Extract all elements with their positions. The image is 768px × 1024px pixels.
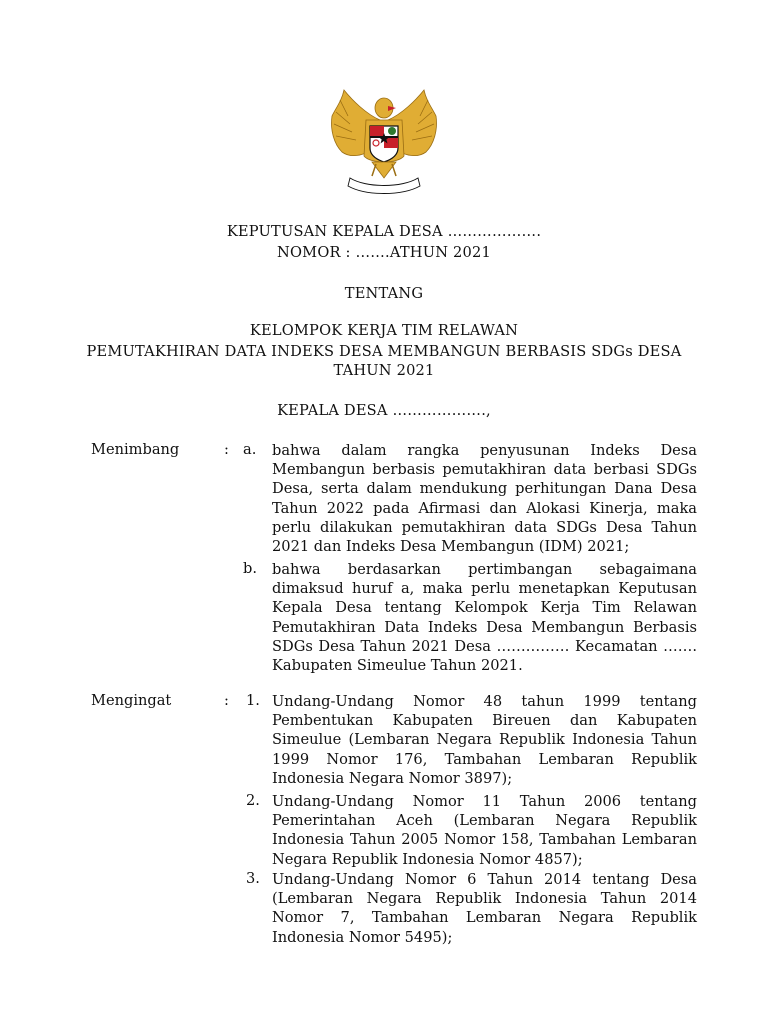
about-heading: TENTANG bbox=[344, 285, 424, 302]
mengingat-item-text: Undang-Undang Nomor 6 Tahun 2014 tentang Desa (Lembaran Negara Republik Indonesia Tahun 2014 Nomor 7, Tambahan Lembaran Negara Republik Indonesia Nomor 5495); bbox=[272, 871, 697, 946]
menimbang-label: Menimbang bbox=[91, 441, 180, 458]
decree-number: NOMOR : …….ATHUN 2021 bbox=[277, 244, 491, 261]
menimbang-item-text: bahwa berdasarkan pertimbangan sebagaimana dimaksud huruf a, maka perlu menetapkan Keputusan Kepala Desa tentang Kelompok Kerja Tim Relawan Pemutakhiran Data Indeks Desa Membangun Berbasis SDGs Desa Tahun 2021 Desa …………… Kecamatan ……. Kabupaten Simeulue Tahun 2021. bbox=[272, 561, 697, 675]
mengingat-item-marker: 1. bbox=[246, 692, 260, 709]
subject-line-3: TAHUN 2021 bbox=[333, 362, 435, 379]
subject-line-2: PEMUTAKHIRAN DATA INDEKS DESA MEMBANGUN BERBASIS SDGs DESA bbox=[86, 343, 682, 360]
mengingat-item-marker: 3. bbox=[246, 870, 260, 887]
subject-line-1: KELOMPOK KERJA TIM RELAWAN bbox=[249, 322, 519, 339]
menimbang-item-marker: a. bbox=[243, 441, 257, 458]
mengingat-item-marker: 2. bbox=[246, 792, 260, 809]
official-title: KEPALA DESA ………………., bbox=[277, 402, 491, 419]
decree-title: KEPUTUSAN KEPALA DESA ………………. bbox=[226, 223, 542, 240]
mengingat-colon: : bbox=[224, 692, 229, 709]
menimbang-item-marker: b. bbox=[243, 560, 257, 577]
mengingat-item-text: Undang-Undang Nomor 11 Tahun 2006 tentang Pemerintahan Aceh (Lembaran Negara Republik Indonesia Tahun 2005 Nomor 158, Tambahan Lembaran Negara Republik Indonesia Nomor 4857); bbox=[272, 793, 697, 868]
menimbang-colon: : bbox=[224, 441, 229, 458]
mengingat-label: Mengingat bbox=[91, 692, 172, 709]
mengingat-item-text: Undang-Undang Nomor 48 tahun 1999 tentang Pembentukan Kabupaten Bireuen dan Kabupaten Simeulue (Lembaran Negara Republik Indonesia Tahun 1999 Nomor 176, Tambahan Lembaran Republik Indonesia Negara Nomor 3897); bbox=[272, 693, 697, 787]
menimbang-item-text: bahwa dalam rangka penyusunan Indeks Desa Membangun berbasis pemutakhiran data berbasi SDGs Desa, serta dalam mendukung perhitungan Dana Desa Tahun 2022 pada Afirmasi dan Alokasi Kinerja, maka perlu dilakukan pemutakhiran data SDGs Desa Tahun 2021 dan Indeks Desa Membangun (IDM) 2021; bbox=[272, 442, 697, 556]
garuda-emblem bbox=[326, 86, 442, 198]
